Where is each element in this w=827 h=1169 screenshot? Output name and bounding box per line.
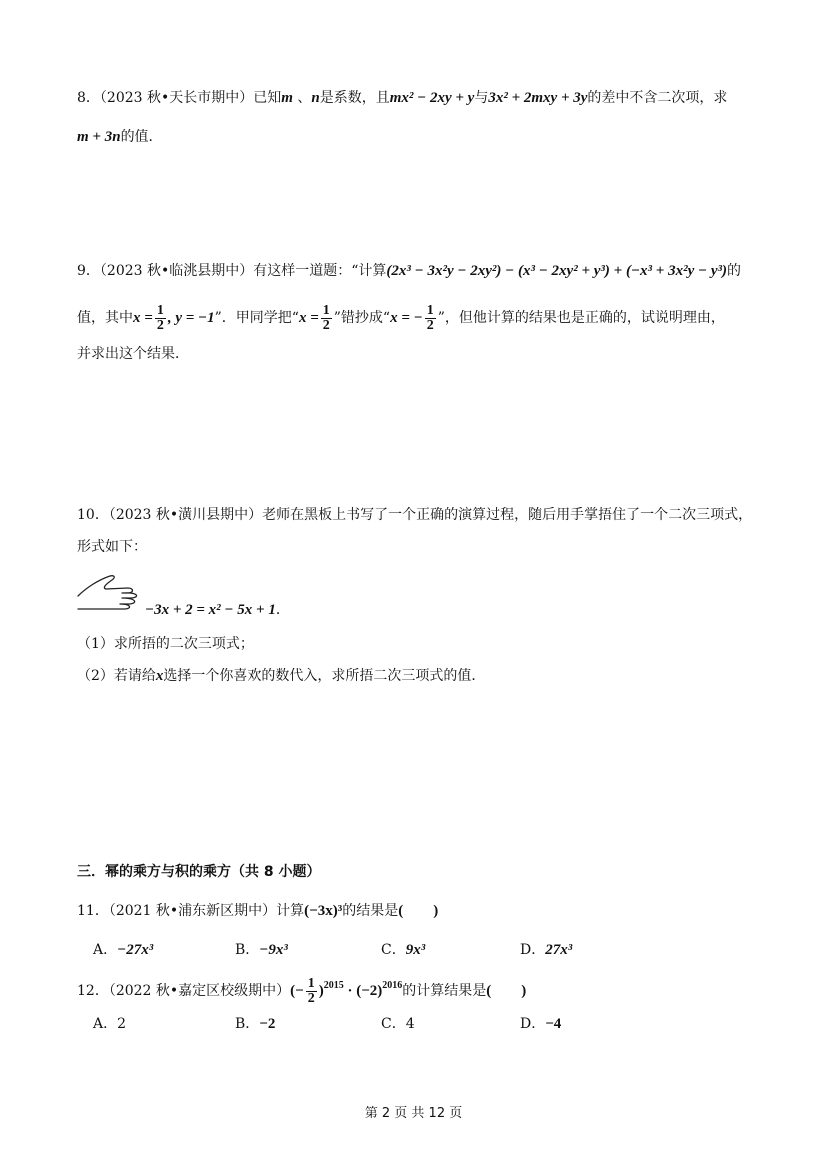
q10-equation-line (145, 600, 290, 620)
q10-line2: 形式如下： (77, 539, 147, 555)
q9-expr: (2x³ − 3x²y − 2xy²) − (x³ − 2xy² + y³) + (−x³ + 3x²y − y³) (386, 263, 727, 279)
q9-half-fraction-3: $\frac{1}{2}$ (426, 302, 434, 333)
q8-line1 (77, 88, 727, 108)
q8-with: 与 (474, 90, 489, 106)
q10-eq-tail: ． (275, 602, 290, 618)
q9-line3: 并求出这个结果． (77, 346, 189, 362)
q9-t3: ”错抄成“ (333, 310, 391, 326)
page-footer: 第 2 页 共 12 页 (364, 1106, 463, 1121)
q11-option-c[interactable]: C．9x³ (381, 942, 426, 958)
q9-t2: ”．甲同学把“ (214, 310, 299, 326)
q11-stem (77, 901, 438, 921)
q10-sub2 (77, 666, 485, 686)
q10-sub1: （1）求所捂的二次三项式； (77, 636, 254, 652)
hand-drawing-icon (76, 574, 144, 616)
section-heading: 三．幂的乘方与积的乘方（共 8 小题） (77, 864, 321, 880)
q9-x-eq2: x = (298, 310, 319, 326)
q12-option-a[interactable]: A．2 (93, 1016, 127, 1032)
q8-expr2: 3x² + 2mxy + 3y (488, 90, 588, 106)
q8-tail: 的差中不含二次项，求 (587, 90, 728, 106)
q12-option-b[interactable]: B．−2 (235, 1016, 276, 1032)
q8-expr1: mx² − 2xy + y (389, 90, 475, 106)
q12-option-d[interactable]: D．−4 (520, 1016, 562, 1032)
q9-t4: ”，但他计算的结果也是正确的，试说明理由， (437, 310, 725, 326)
q9-prefix: 9．（2023 秋•临洮县期中）有这样一道题：“计算 (77, 263, 387, 279)
q12-option-c[interactable]: C．4 (381, 1016, 415, 1032)
q9-y-eq: , y = −1 (167, 310, 215, 326)
q12-stem-post: 的计算结果是 (402, 983, 487, 999)
q9-half-fraction: $\frac{1}{2}$ (156, 302, 164, 333)
q8-is-coeff: 是系数，且 (319, 90, 390, 106)
q11-stem-expr: (−3x)³ (304, 903, 343, 919)
q12-expr: (− $\frac{1}{2}$ )$^{2015} \cdot (-2)^{2016}$ (290, 976, 403, 1007)
q8-var-n: n (311, 90, 320, 106)
q8-prefix: 8．（2023 秋•天长市期中）已知 (77, 90, 282, 106)
q9-half-fraction-2: $\frac{1}{2}$ (322, 302, 330, 333)
q11-option-d[interactable]: D．27x³ (520, 942, 573, 958)
q8-expr3: m + 3n (77, 129, 121, 145)
q9-tail: 的 (726, 263, 741, 279)
q10-sub2-post: 选择一个你喜欢的数代入，求所捂二次三项式的值． (163, 668, 486, 684)
q11-blank: ( ) (398, 903, 439, 919)
q11-stem-post: 的结果是 (342, 903, 399, 919)
q9-x-eq3: x = − (390, 310, 423, 326)
q12-blank: ( ) (486, 983, 527, 999)
q8-var-m: m (281, 90, 293, 106)
q10-line1: 10．（2023 秋•潢川县期中）老师在黑板上书写了一个正确的演算过程，随后用手掌捂住了一个二次三项式， (77, 507, 753, 523)
q11-option-a[interactable]: A．−27x³ (93, 942, 154, 958)
q8-tail2: 的值． (120, 129, 163, 145)
q10-sub2-pre: （2）若请给 (77, 668, 156, 684)
q8-line2 (77, 127, 163, 147)
q12-stem-pre: 12．（2022 秋•嘉定区校级期中） (77, 983, 291, 999)
q10-equation: −3x + 2 = x² − 5x + 1 (145, 602, 276, 618)
q8-sep: 、 (292, 90, 312, 106)
q9-line1 (77, 261, 741, 281)
q11-option-b[interactable]: B．−9x³ (235, 942, 288, 958)
q9-line2 (77, 302, 725, 334)
q9-x-eq: x = (133, 310, 153, 326)
q10-sub2-var: x (155, 668, 164, 684)
q12-stem (77, 970, 526, 1007)
q9-t1: 值，其中 (77, 310, 133, 326)
q11-stem-pre: 11．（2021 秋•浦东新区期中）计算 (77, 903, 305, 919)
